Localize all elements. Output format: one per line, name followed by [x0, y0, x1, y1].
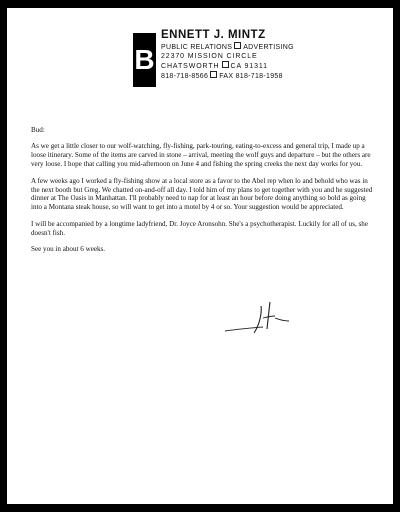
letterhead-city-name: CHATSWORTH: [161, 63, 220, 70]
letter-page: [7, 8, 393, 504]
paragraph-fly-fishing-show: A few weeks ago I worked a fly-fishing show at a local store as a favor to the Abel rep when lo and behold who was in the next booth but Greg. We chatted on-and-off all day. I told him of my plans to get together with you and he suggested dinner at The Oasis in Manhattan. I'll probably need to nap for at least an hour before doing anything so bold as going into a Montana steak house, so will want to get into a motel by 4 or so. Your suggestion would be appreciated.: [31, 176, 373, 212]
letterhead-street: 22370 MISSION CIRCLE: [161, 53, 258, 60]
letterhead-phone-line: [161, 71, 296, 81]
paragraph-closing: See you in about 6 weeks.: [31, 245, 106, 254]
paragraph-itinerary: As we get a little closer to our wolf-watching, fly-fishing, park-touring, eating-to-excess and general trip, I made up a loose itinerary. Some of the items are carved in stone – arrival, meeting the wolf guys and departure – but the others are very loose. I hope that calling you mid-afternoon on June 4 and fishing the spring creeks the next day works for you.: [31, 142, 371, 169]
box-separator-icon: [234, 42, 241, 49]
handwritten-signature: [223, 298, 293, 340]
box-separator-icon: [210, 71, 217, 78]
letterhead-services: [161, 42, 296, 52]
letterhead-state-zip: CA 91311: [230, 63, 268, 70]
paragraph-companion: I will be accompanied by a longtime ladyfriend, Dr. Joyce Aronsohn. She's a psychotherapist. Luckily for all of us, she doesn't fish.: [31, 219, 368, 237]
letterhead-fax: FAX 818-718-1958: [219, 73, 283, 80]
letterhead-city: [161, 61, 296, 71]
letterhead-text: [161, 29, 296, 81]
letterhead: [133, 29, 293, 101]
box-separator-icon: [222, 61, 229, 68]
services-advertising: ADVERTISING: [243, 44, 294, 51]
salutation: Bud:: [31, 126, 45, 134]
letterhead-name: ENNETT J. MINTZ: [161, 29, 266, 41]
letterhead-logo-box: B: [133, 33, 156, 87]
services-public-relations: PUBLIC RELATIONS: [161, 44, 233, 51]
letter-body: [31, 126, 376, 261]
letterhead-phone: 818-718-8566: [161, 73, 209, 80]
